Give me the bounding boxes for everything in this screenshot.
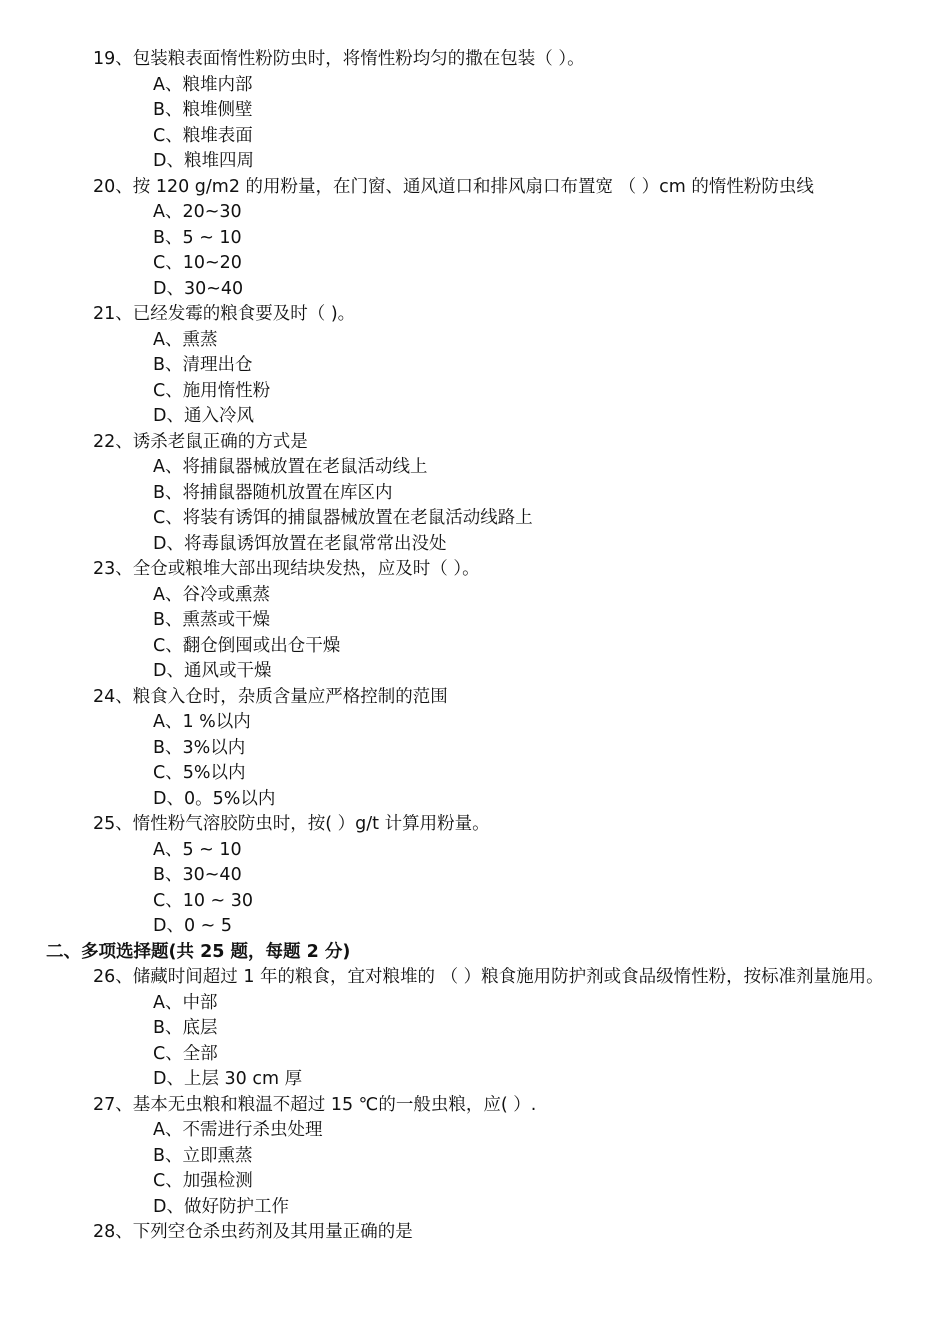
answer-option: D、通入冷风 bbox=[153, 406, 254, 426]
answer-option: B、底层 bbox=[153, 1018, 218, 1038]
answer-option: C、10~20 bbox=[153, 253, 242, 273]
answer-option: C、翻仓倒囤或出仓干燥 bbox=[153, 635, 341, 656]
answer-option: A、20~30 bbox=[153, 202, 242, 222]
question-block bbox=[0, 175, 950, 303]
answer-option: D、0。5%以内 bbox=[153, 788, 276, 809]
answer-option: A、熏蒸 bbox=[153, 329, 218, 350]
answer-option: B、清理出仓 bbox=[153, 355, 253, 375]
exam-document bbox=[0, 47, 950, 1246]
question-text: 24、粮食入仓时，杂质含量应严格控制的范围 bbox=[93, 686, 448, 707]
multiple-choice-questions bbox=[0, 965, 950, 1246]
answer-option: A、不需进行杀虫处理 bbox=[153, 1120, 323, 1140]
answer-option: C、加强检测 bbox=[153, 1171, 253, 1191]
question-text: 20、按 120 g/m2 的用粉量，在门窗、通风道口和排风扇口布置宽 （ ）cm 的惰性粉防虫线 bbox=[93, 176, 814, 197]
answer-option: D、0 ~ 5 bbox=[153, 916, 233, 936]
answer-option: C、粮堆表面 bbox=[153, 125, 253, 146]
answer-option: C、10 ~ 30 bbox=[153, 890, 254, 911]
question-block bbox=[0, 1093, 950, 1221]
answer-option: B、立即熏蒸 bbox=[153, 1145, 253, 1166]
answer-option: B、3%以内 bbox=[153, 737, 246, 758]
answer-option: D、30~40 bbox=[153, 278, 244, 299]
answer-option: A、谷冷或熏蒸 bbox=[153, 584, 270, 605]
question-block bbox=[0, 302, 950, 430]
answer-option: A、中部 bbox=[153, 992, 218, 1013]
question-block bbox=[0, 965, 950, 1093]
question-text: 28、下列空仓杀虫药剂及其用量正确的是 bbox=[93, 1222, 413, 1242]
answer-option: B、30~40 bbox=[153, 865, 242, 885]
answer-option: A、粮堆内部 bbox=[153, 74, 253, 95]
section-heading: 二、多项选择题(共 25 题，每题 2 分) bbox=[46, 941, 351, 962]
question-text: 27、基本无虫粮和粮温不超过 15 ℃的一般虫粮，应( ）. bbox=[93, 1094, 537, 1115]
answer-option: D、粮堆四周 bbox=[153, 151, 254, 171]
question-text: 21、已经发霉的粮食要及时（ )。 bbox=[93, 304, 356, 324]
question-block bbox=[0, 47, 950, 175]
answer-option: C、5%以内 bbox=[153, 763, 246, 783]
answer-option: D、通风或干燥 bbox=[153, 661, 272, 681]
question-block bbox=[0, 1220, 950, 1246]
answer-option: D、上层 30 cm 厚 bbox=[153, 1069, 303, 1089]
question-text: 22、诱杀老鼠正确的方式是 bbox=[93, 431, 308, 452]
answer-option: C、施用惰性粉 bbox=[153, 380, 271, 401]
answer-option: B、熏蒸或干燥 bbox=[153, 610, 271, 630]
single-choice-questions bbox=[0, 47, 950, 940]
question-text: 26、储藏时间超过 1 年的粮食，宜对粮堆的 （ ）粮食施用防护剂或食品级惰性粉，按标准剂量施用。 bbox=[93, 967, 884, 987]
answer-option: C、全部 bbox=[153, 1043, 218, 1064]
question-block bbox=[0, 812, 950, 940]
answer-option: A、5 ~ 10 bbox=[153, 839, 242, 860]
question-text: 19、包装粮表面惰性粉防虫时，将惰性粉均匀的撒在包装（ ）。 bbox=[93, 49, 585, 69]
answer-option: B、5 ~ 10 bbox=[153, 227, 242, 248]
question-text: 25、惰性粉气溶胶防虫时，按( ）g/t 计算用粉量。 bbox=[93, 814, 490, 834]
answer-option: D、将毒鼠诱饵放置在老鼠常常出没处 bbox=[153, 533, 447, 554]
question-block bbox=[0, 557, 950, 685]
answer-option: B、将捕鼠器随机放置在库区内 bbox=[153, 482, 393, 503]
answer-option: A、将捕鼠器械放置在老鼠活动线上 bbox=[153, 457, 428, 477]
question-block bbox=[0, 430, 950, 558]
answer-option: B、粮堆侧壁 bbox=[153, 100, 253, 120]
question-text: 23、全仓或粮堆大部出现结块发热，应及时（ ）。 bbox=[93, 559, 480, 579]
question-block bbox=[0, 685, 950, 813]
answer-option: D、做好防护工作 bbox=[153, 1196, 289, 1217]
answer-option: C、将装有诱饵的捕鼠器械放置在老鼠活动线路上 bbox=[153, 508, 533, 528]
answer-option: A、1 %以内 bbox=[153, 712, 251, 732]
